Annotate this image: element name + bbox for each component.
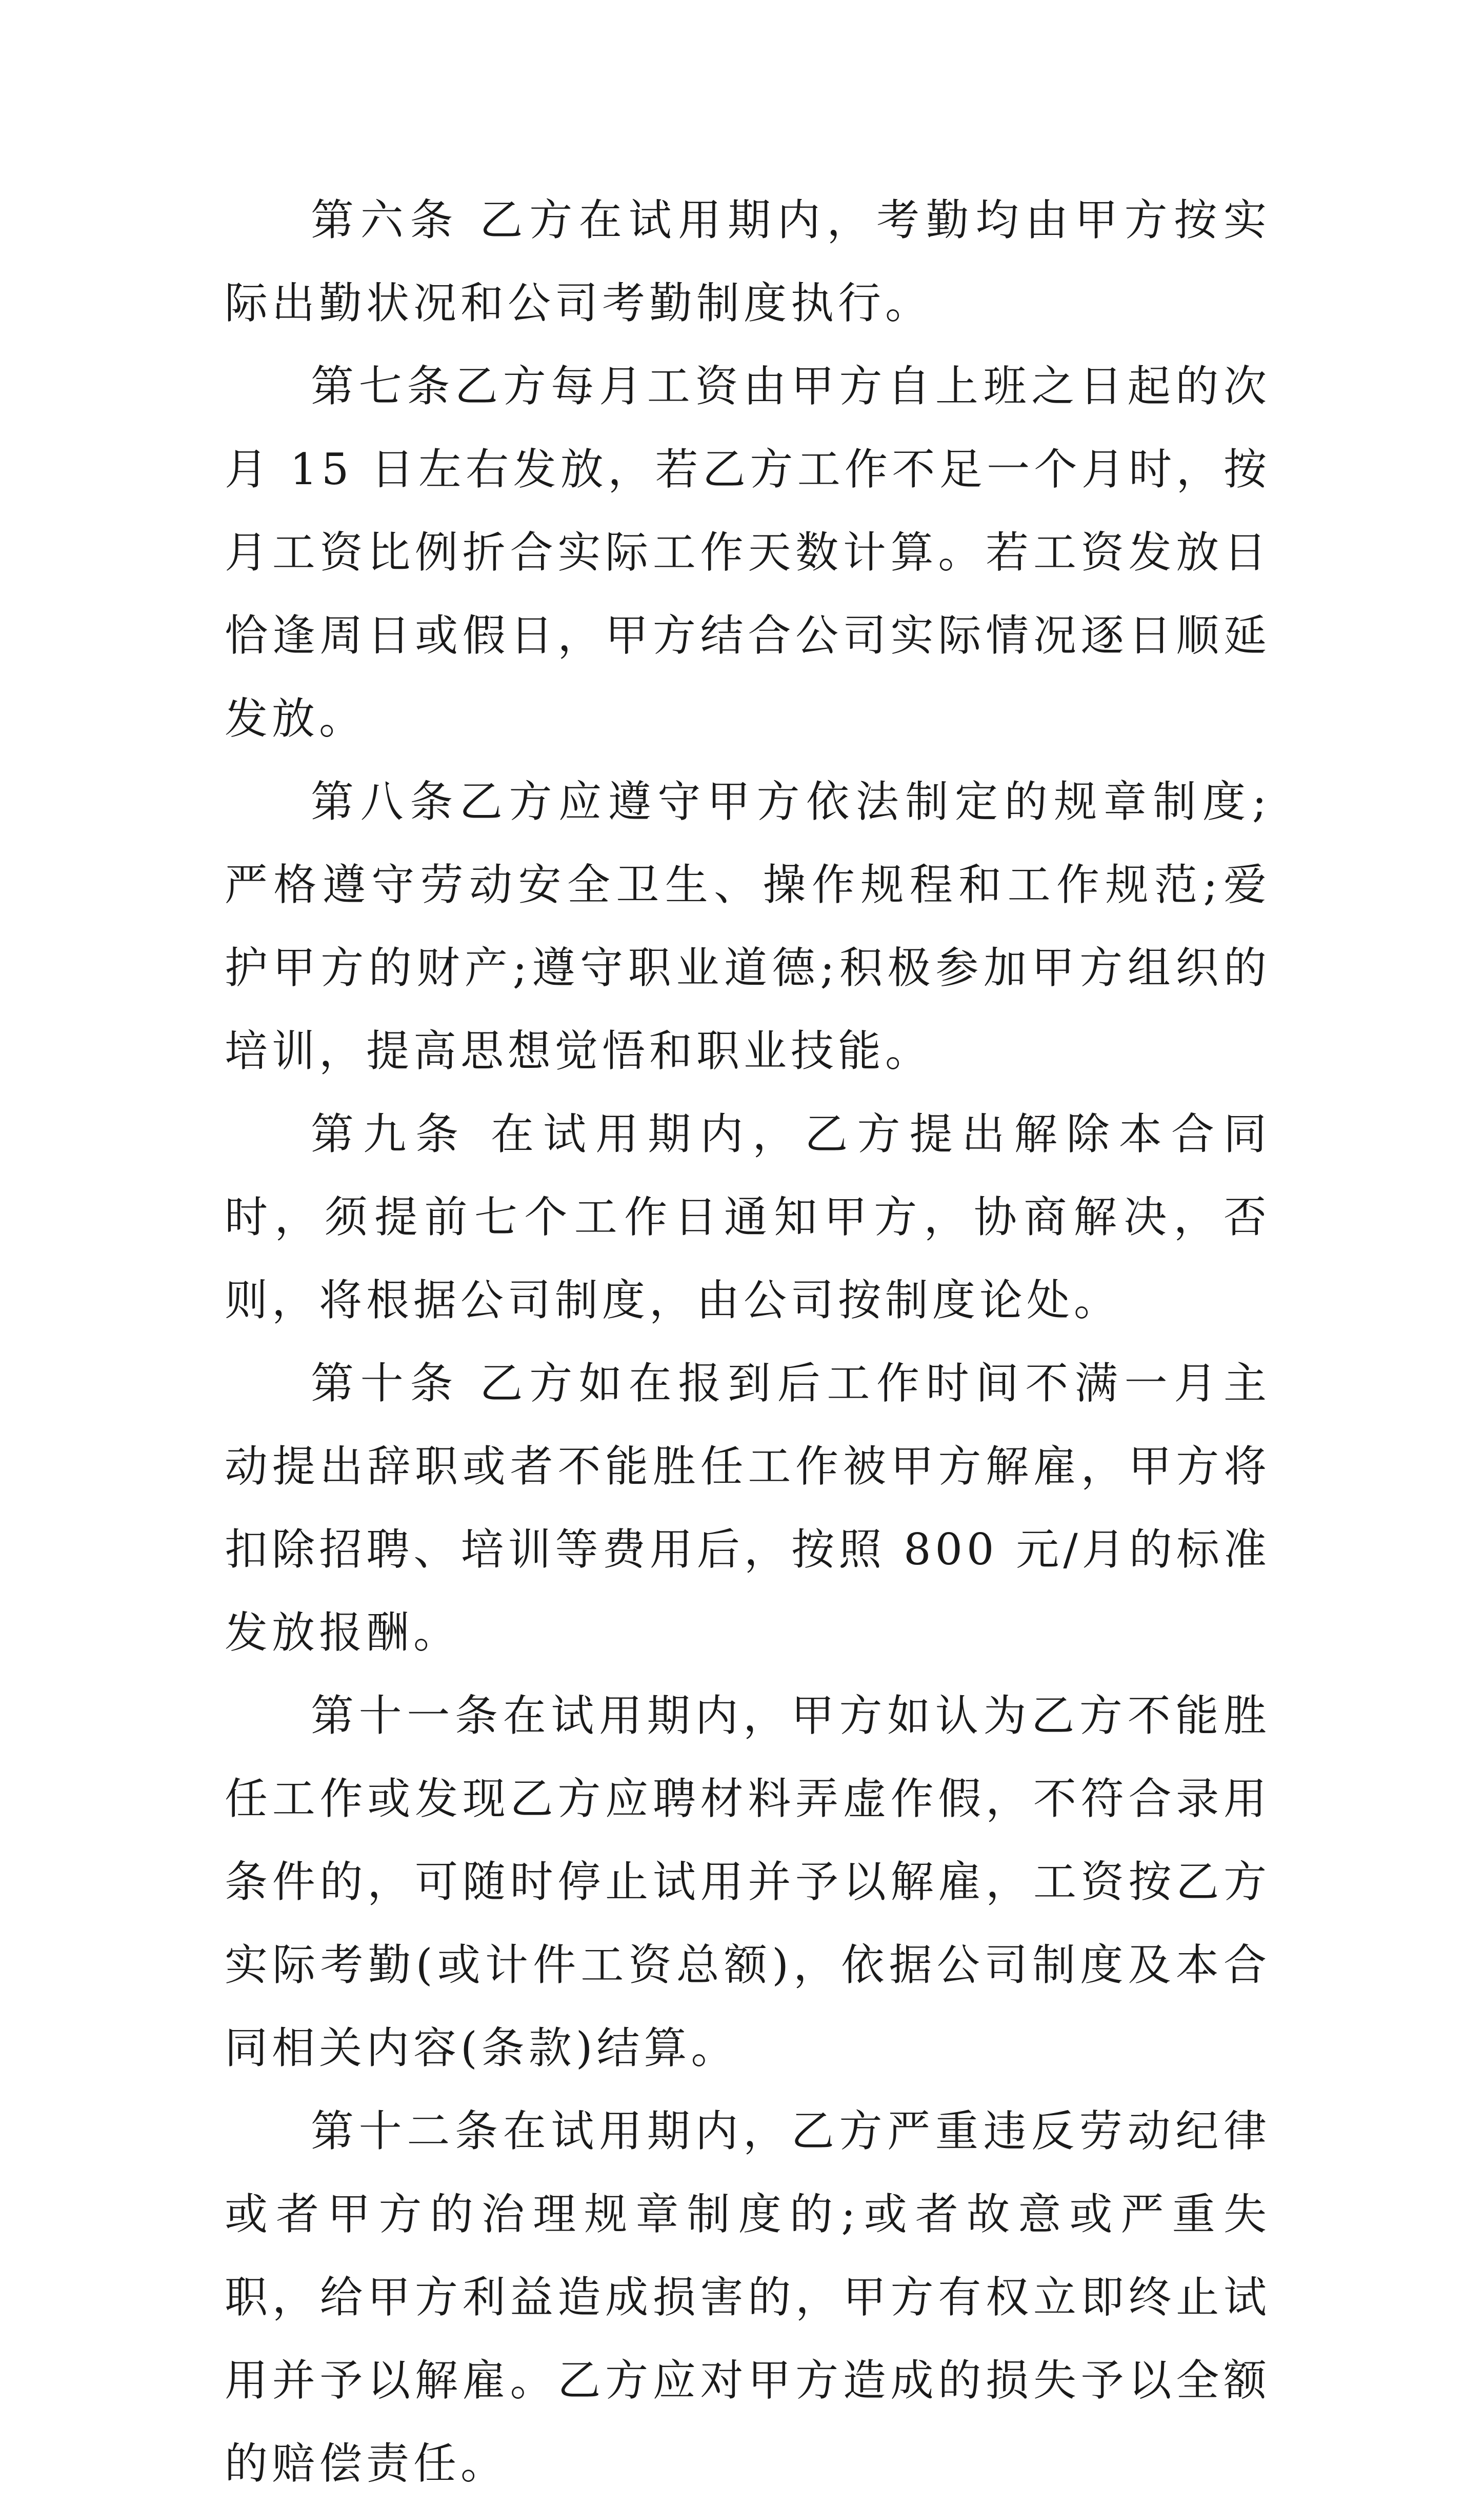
clause-7: 第七条乙方每月工资由甲方自上班之日起的次月 15 日左右发放，若乙方工作不足一个月时，按月工资比例折合实际工作天数计算。若工资发放日恰逢周日或假日，甲方结合公司实际情况逐日顺延发放。 bbox=[225, 361, 1271, 744]
clause-12: 第十二条在试用期内，乙方严重违反劳动纪律或者甲方的治理规章制度的;或者故意或严重失职，给甲方利益造成损害的，甲方有权立即终止试用并予以解雇。乙方应对甲方造成的损失予以全额的赔偿责任。 bbox=[225, 2106, 1271, 2489]
clause-8: 第八条乙方应遵守甲方依法制定的规章制度;严格遵守劳动安全卫生、操作规程和工作规范;爱护甲方的财产;遵守职业道德;积极参加甲方组织的培训，提高思想觉悟和职业技能。 bbox=[225, 777, 1271, 1076]
clause-10: 第十条 乙方如在报到后工作时间不满一月主动提出辞职或者不能胜任工作被甲方解雇，甲方将扣除招聘、培训等费用后，按照 800 元/月的标准发放报酬。 bbox=[225, 1358, 1271, 1658]
clause-11: 第十一条在试用期内，甲方如认为乙方不能胜任工作或发现乙方应聘材料弄虚作假，不符合录用条件的，可随时停止试用并予以解雇，工资按乙方实际考勤(或计件工资总额)，依据公司制度及本合同相关内容(条款)结算。 bbox=[225, 1691, 1271, 2073]
clause-6: 第六条 乙方在试用期内，考勤均由甲方按实际出勤状况和公司考勤制度执行。 bbox=[225, 195, 1271, 328]
clause-9: 第九条 在试用期内，乙方提出解除本合同时，须提前七个工作日通知甲方，协商解决，否则，将根据公司制度，由公司按制度论处。 bbox=[225, 1109, 1271, 1325]
document-body bbox=[225, 178, 1271, 2505]
